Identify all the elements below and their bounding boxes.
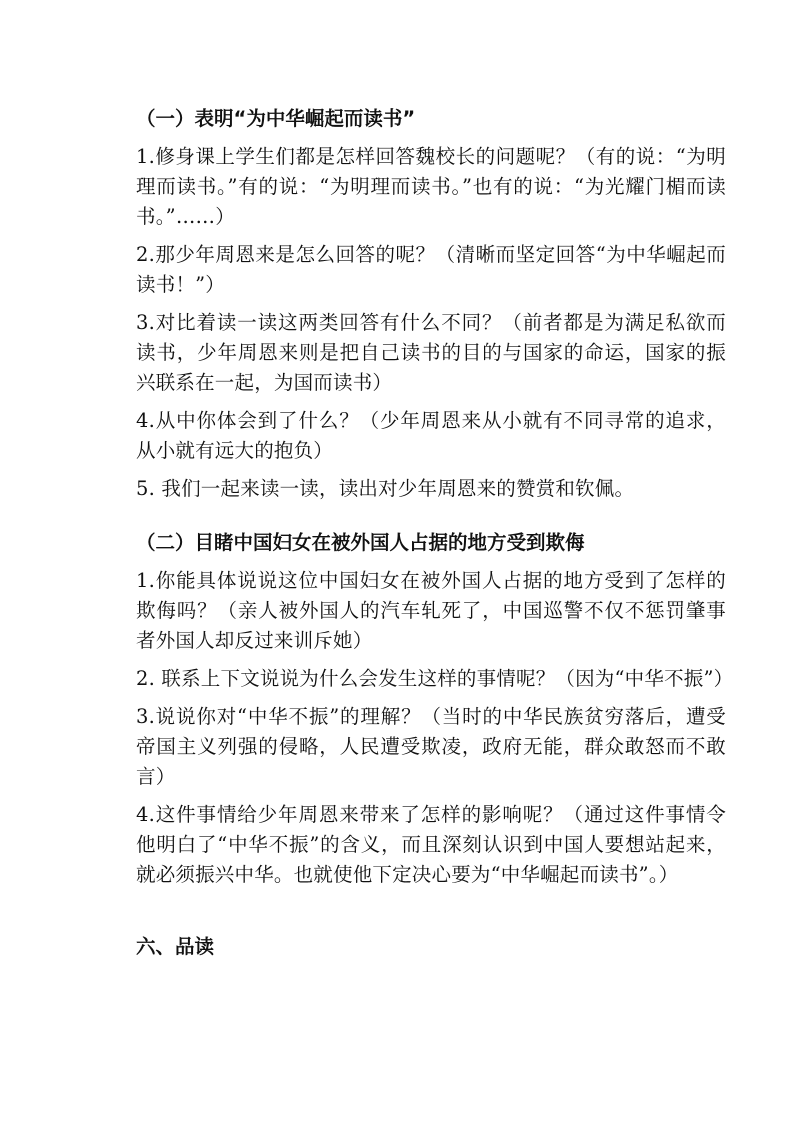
question-1-2: 2.那少年周恩来是怎么回答的呢？（清晰而坚定回答“为中华崛起而读书！”） (136, 243, 726, 296)
question-2-1: 1.你能具体说说这位中国妇女在被外国人占据的地方受到了怎样的欺侮吗？（亲人被外国人的汽车轧死了，中国巡警不仅不惩罚肇事者外国人却反过来训斥她） (136, 569, 726, 652)
question-1-1: 1.修身课上学生们都是怎样回答魏校长的问题呢？（有的说：“为明理而读书。”有的说：“为明理而读书。”也有的说：“为光耀门楣而读书。”……） (136, 145, 726, 228)
section-spacer (136, 898, 726, 932)
section-heading-1: （一）表明“为中华崛起而读书” (136, 107, 416, 130)
question-1-3: 3.对比着读一读这两类回答有什么不同？（前者都是为满足私欲而读书，少年周恩来则是把自己读书的目的与国家的命运，国家的振兴联系在一起，为国而读书） (136, 311, 726, 394)
section-spacer (136, 512, 726, 528)
document-page (136, 104, 734, 970)
question-1-4: 4.从中你体会到了什么？（少年周恩来从小就有不同寻常的追求，从小就有远大的抱负） (136, 409, 726, 462)
section-heading-3: 六、品读 (136, 935, 215, 958)
question-2-4: 4.这件事情给少年周恩来带来了怎样的影响呢？（通过这件事情令他明白了“中华不振”的含义，而且深刻认识到中国人要想站起来，就必须振兴中华。也就使他下定决心要为“中华崛起而读书”。） (136, 803, 726, 886)
question-2-2: 2. 联系上下文说说为什么会发生这样的事情呢？（因为“中华不振”） (136, 667, 734, 690)
question-1-5: 5. 我们一起来读一读，读出对少年周恩来的赞赏和钦佩。 (136, 477, 635, 500)
question-2-3: 3.说说你对“中华不振”的理解？（当时的中华民族贫穷落后，遭受帝国主义列强的侵略，人民遭受欺凌，政府无能，群众敢怒而不敢言） (136, 705, 726, 788)
section-heading-2: （二）目睹中国妇女在被外国人占据的地方受到欺侮 (136, 531, 585, 554)
